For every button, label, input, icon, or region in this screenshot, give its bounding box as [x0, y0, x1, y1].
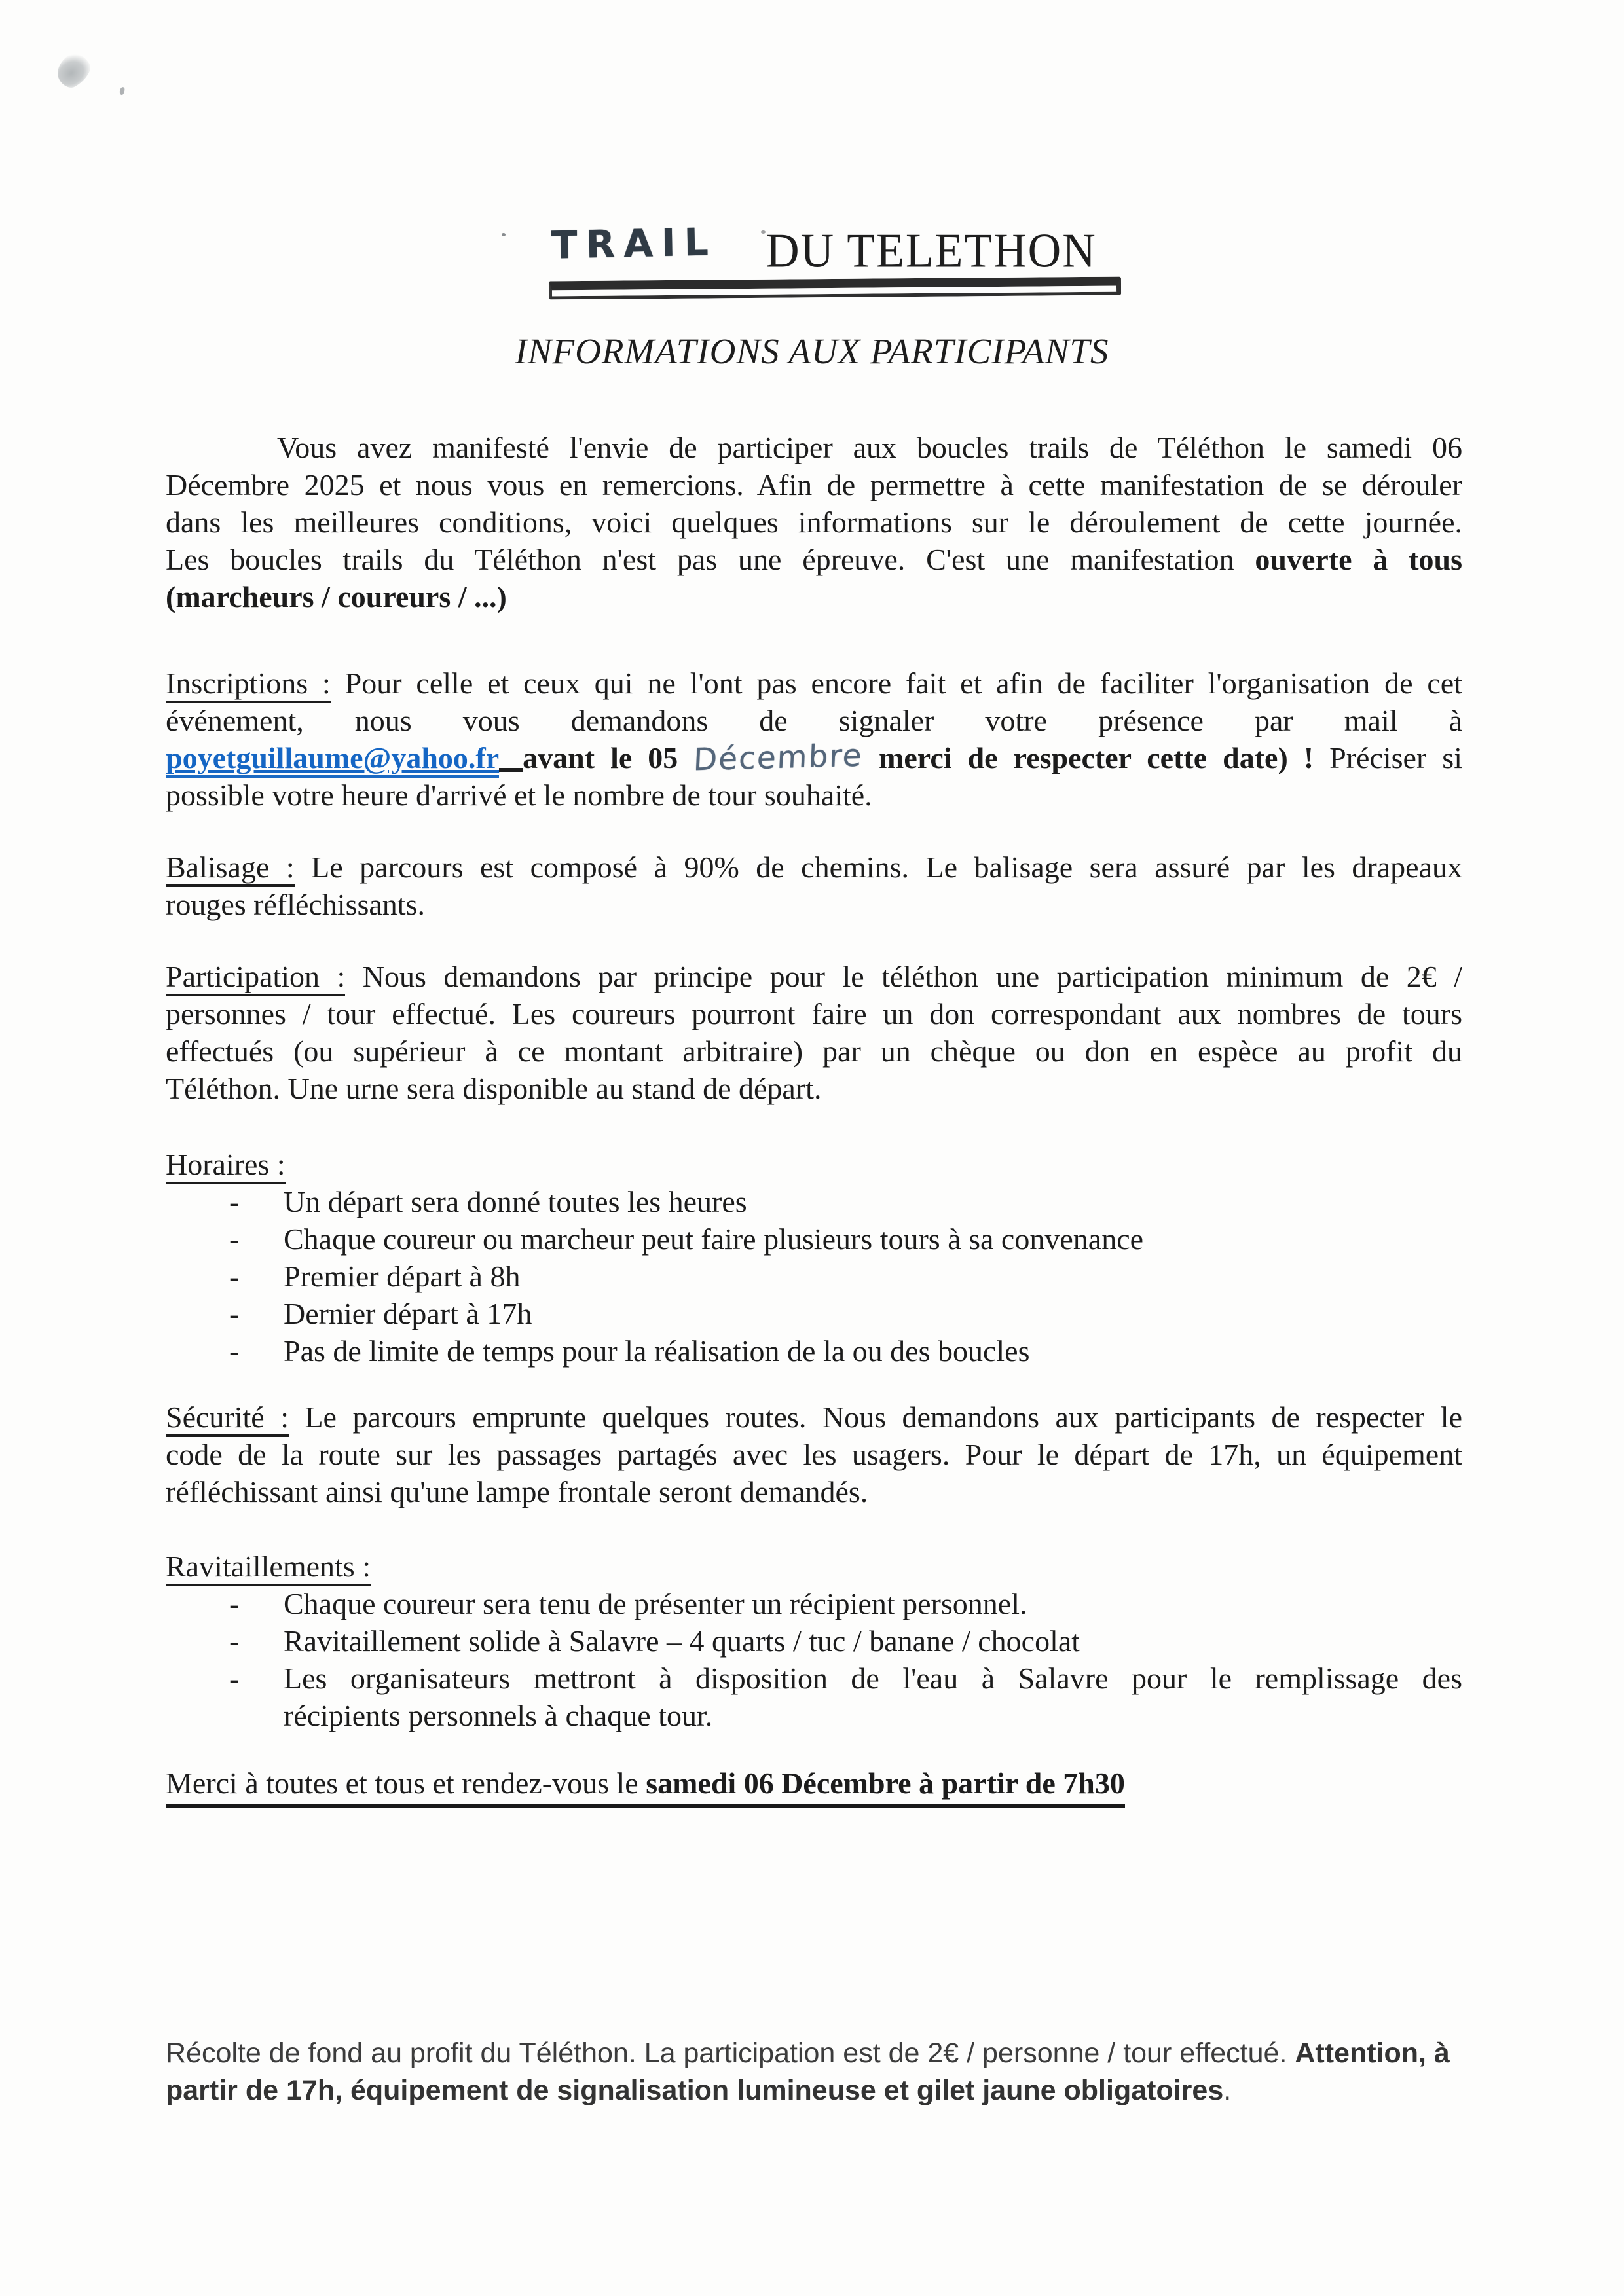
closing-text: Merci à toutes et tous et rendez-vous le: [166, 1766, 646, 1800]
footer-text: Récolte de fond au profit du Téléthon. La participation est de 2€ / personne / tour effectué.: [166, 2037, 1295, 2069]
securite-line: réfléchissant ainsi qu'une lampe frontale seront demandés.: [166, 1475, 868, 1508]
horaires-item-text: Pas de limite de temps pour la réalisation de la ou des boucles: [284, 1334, 1030, 1368]
scan-dot: [761, 230, 766, 234]
inscriptions-text: Pour celle et ceux qui ne l'ont pas encore fait et afin de faciliter l'organisation de cet: [330, 666, 1462, 700]
balisage-line: rouges réfléchissants.: [166, 888, 425, 921]
inscriptions-line: possible votre heure d'arrivé et le nombre de tour souhaité.: [166, 778, 872, 812]
inscriptions-line: [166, 739, 1462, 776]
horaires-heading-line: [166, 1146, 1462, 1183]
balisage-line: [166, 848, 1462, 886]
section-participation: [166, 958, 1462, 1107]
participation-heading: Participation :: [166, 960, 345, 996]
section-inscriptions: [166, 665, 1462, 814]
dash-bullet: -: [229, 1662, 240, 1695]
intro-line: dans les meilleures conditions, voici quelques informations sur le déroulement de cette journée.: [166, 505, 1462, 539]
scan-smudge: [51, 48, 96, 92]
dash-bullet: -: [229, 1624, 240, 1658]
ravitaillements-heading: Ravitaillements :: [166, 1550, 371, 1586]
horaires-item-text: Premier départ à 8h: [284, 1260, 521, 1293]
securite-text: Le parcours emprunte quelques routes. Nous demandons aux participants de respecter le: [288, 1400, 1463, 1434]
inscriptions-line: [166, 665, 1462, 702]
footer-line: [166, 2035, 1469, 2072]
intro-bold-text: ouverte à tous: [1255, 543, 1462, 576]
horaires-item: [166, 1183, 1462, 1220]
handwritten-decembre: Décembre: [693, 737, 864, 778]
dash-bullet: -: [229, 1222, 240, 1256]
ravitaillements-item-text: récipients personnels à chaque tour.: [284, 1699, 713, 1732]
intro-text: Les boucles trails du Téléthon n'est pas une épreuve. C'est une manifestation: [166, 543, 1255, 576]
intro-line: [166, 541, 1462, 578]
participation-line: effectués (ou supérieur à ce montant arbitraire) par un chèque ou don en espèce au profit du: [166, 1034, 1462, 1068]
ravitaillements-item: [166, 1585, 1462, 1622]
underline-gap: [499, 767, 523, 772]
inscriptions-bold-text: merci de respecter cette date) !: [863, 741, 1314, 774]
dash-bullet: -: [229, 1185, 240, 1218]
ravitaillements-item-text: Les organisateurs mettront à disposition de l'eau à Salavre pour le remplissage des: [284, 1662, 1462, 1695]
handwritten-title-trail: TRAIL: [551, 219, 718, 268]
intro-bold-text: (marcheurs / coureurs / ...): [166, 580, 507, 613]
footer-line: [166, 2072, 1469, 2109]
inscriptions-text: Préciser si: [1314, 741, 1462, 774]
inscriptions-line: événement, nous vous demandons de signaler votre présence par mail à: [166, 704, 1462, 737]
balisage-heading: Balisage :: [166, 850, 295, 887]
dash-bullet: -: [229, 1334, 240, 1368]
footer-text: .: [1223, 2075, 1232, 2106]
ravitaillements-item: [166, 1660, 1462, 1697]
ravitaillements-item-text: Chaque coureur sera tenu de présenter un récipient personnel.: [284, 1587, 1027, 1620]
balisage-text: Le parcours est composé à 90% de chemins. Le balisage sera assuré par les drapeaux: [294, 850, 1462, 884]
footer-bold-text: partir de 17h, équipement de signalisation lumineuse et gilet jaune obligatoires: [166, 2075, 1224, 2106]
horaires-item: [166, 1332, 1462, 1370]
horaires-item-text: Dernier départ à 17h: [284, 1297, 532, 1330]
intro-paragraph: [166, 429, 1462, 615]
ravitaillements-item: [166, 1622, 1462, 1660]
horaires-item-text: Chaque coureur ou marcheur peut faire plusieurs tours à sa convenance: [284, 1222, 1144, 1256]
inscriptions-heading: Inscriptions :: [166, 666, 331, 703]
section-securite: [166, 1398, 1462, 1510]
ravitaillements-heading-line: [166, 1548, 1462, 1585]
securite-heading: Sécurité :: [166, 1400, 289, 1437]
section-balisage: [166, 848, 1462, 923]
horaires-item-text: Un départ sera donné toutes les heures: [284, 1185, 747, 1218]
typed-title-du-telethon: DU TELETHON: [766, 224, 1097, 278]
intro-line: Décembre 2025 et nous vous en remercions. Afin de permettre à cette manifestation de se dérouler: [166, 468, 1462, 501]
ravitaillements-item-text: Ravitaillement solide à Salavre – 4 quarts / tuc / banane / chocolat: [284, 1624, 1080, 1658]
inscriptions-bold-text: avant le 05: [523, 741, 694, 774]
participation-line: personnes / tour effectué. Les coureurs pourront faire un don correspondant aux nombres de tours: [166, 997, 1462, 1030]
footer-note: [166, 2035, 1469, 2109]
document-subtitle: INFORMATIONS AUX PARTICIPANTS: [515, 331, 1109, 371]
closing-bold-text: samedi 06 Décembre à partir de 7h30: [646, 1766, 1125, 1800]
dash-bullet: -: [229, 1587, 240, 1620]
intro-line: Vous avez manifesté l'envie de participer aux boucles trails de Téléthon le samedi 06: [277, 431, 1462, 464]
closing-line: [166, 1764, 1462, 1802]
section-horaires: [166, 1146, 1462, 1370]
section-ravitaillements: [166, 1548, 1462, 1734]
footer-bold-text: Attention, à: [1295, 2037, 1450, 2069]
dash-bullet: -: [229, 1260, 240, 1293]
securite-line: code de la route sur les passages partagés avec les usagers. Pour le départ de 17h, un équipement: [166, 1438, 1462, 1471]
horaires-heading: Horaires :: [166, 1148, 286, 1184]
dash-bullet: -: [229, 1297, 240, 1330]
hand-drawn-underline-bar: [549, 277, 1121, 300]
participation-text: Nous demandons par principe pour le téléthon une participation minimum de 2€ /: [345, 960, 1462, 993]
email-link[interactable]: poyetguillaume@yahoo.fr: [166, 741, 499, 778]
securite-line: [166, 1398, 1462, 1436]
horaires-item: [166, 1258, 1462, 1295]
participation-line: Téléthon. Une urne sera disponible au stand de départ.: [166, 1072, 822, 1105]
closing-underlined-text: [166, 1766, 1125, 1808]
horaires-item: [166, 1220, 1462, 1258]
scan-speck: [119, 86, 125, 96]
participation-line: [166, 958, 1462, 995]
scan-dot: [502, 233, 506, 236]
horaires-item: [166, 1295, 1462, 1332]
ravitaillements-item-wrap: [166, 1697, 1462, 1734]
intro-line: [166, 578, 1462, 615]
